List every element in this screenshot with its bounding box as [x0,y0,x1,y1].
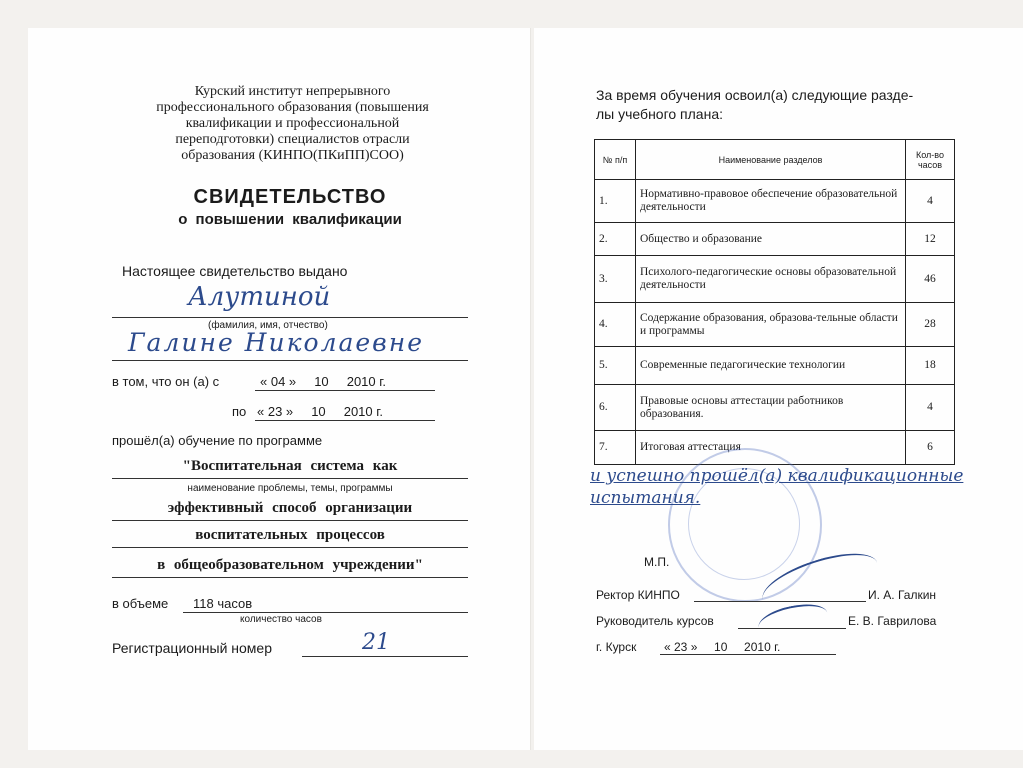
row-hours: 18 [906,347,955,385]
from-label: в том, что он (а) с [112,374,220,389]
volume-line [183,612,468,613]
name-line [112,360,468,361]
program-underline-4 [112,577,468,578]
program-underline-2 [112,520,468,521]
head-name: Е. В. Гаврилова [848,614,937,628]
program-underline-1 [112,478,468,479]
row-name: Нормативно-правовое обеспечение образовательной деятельности [636,180,906,223]
row-num: 6. [595,385,636,431]
table-row [595,385,955,431]
table-row [595,256,955,303]
row-hours: 4 [906,385,955,431]
header-name: Наименование разделов [636,140,906,180]
curriculum-table [594,139,955,465]
passed-text-2: испытания. [590,488,701,508]
volume-value: 118 часов [193,596,253,611]
mp-label: М.П. [644,555,670,569]
table-header-row [595,140,955,180]
table-row [595,180,955,223]
sign-date: « 23 » 10 2010 г. [664,640,781,654]
volume-label: в объеме [112,596,169,611]
row-name: Правовые основы аттестации работников образования. [636,385,906,431]
head-label: Руководитель курсов [596,614,714,628]
surname-line [112,317,468,318]
row-hours: 4 [906,180,955,223]
table-row [595,303,955,347]
program-label: прошёл(а) обучение по программе [112,433,323,448]
document-title: СВИДЕТЕЛЬСТВО [193,186,387,208]
from-date-line [255,390,435,391]
row-name: Общество и образование [636,223,906,256]
program-underline-3 [112,547,468,548]
document-subtitle: о повышении квалификации [178,211,402,228]
fio-caption: (фамилия, имя, отчество) [208,320,328,331]
city-label: г. Курск [596,640,637,654]
rector-label: Ректор КИНПО [596,588,680,602]
program-line-2: эффективный способ организации [167,500,413,516]
to-date: « 23 » 10 2010 г. [257,404,384,419]
row-num: 3. [595,256,636,303]
program-line-3: воспитательных процессов [195,527,385,543]
table-row [595,347,955,385]
right-intro: За время обучения освоил(а) следующие разде- лы учебного плана: [596,87,914,122]
row-num: 4. [595,303,636,347]
reg-label: Регистрационный номер [112,640,272,656]
rector-name: И. А. Галкин [868,588,937,602]
program-caption: наименование проблемы, темы, программы [187,483,393,494]
name-handwritten: Галине Николаевне [128,328,424,357]
reg-line [302,656,468,657]
reg-value: 21 [362,630,390,655]
passed-text-1: и успешно прошёл(а) квалификационные [590,466,964,486]
to-label: по [232,404,247,419]
to-date-line [255,420,435,421]
program-line-1: "Воспитательная система как [182,458,398,474]
row-num: 1. [595,180,636,223]
sign-date-line [660,654,836,655]
row-num: 5. [595,347,636,385]
table-row [595,223,955,256]
from-date: « 04 » 10 2010 г. [260,374,387,389]
row-num: 2. [595,223,636,256]
header-num: № п/п [595,140,636,180]
row-hours: 46 [906,256,955,303]
row-name: Итоговая аттестация [636,431,906,465]
row-hours: 28 [906,303,955,347]
header-hours: Кол-во часов [906,140,955,180]
program-line-4: в общеобразовательном учреждении" [157,557,423,573]
row-hours: 12 [906,223,955,256]
volume-caption: количество часов [240,614,322,625]
row-name: Психолого-педагогические основы образовательной деятельности [636,256,906,303]
row-name: Содержание образования, образова-тельные области и программы [636,303,906,347]
row-num: 7. [595,431,636,465]
surname-handwritten: Алутиной [188,282,331,312]
row-name: Современные педагогические технологии [636,347,906,385]
row-hours: 6 [906,431,955,465]
issued-to-label: Настоящее свидетельство выдано [122,263,348,279]
institute-name: Курский институт непрерывного профессионального образования (повышения квалификации и профессиональной переподготовки) специалистов отрасли образования (КИНПО(ПКиПП)СОО) [156,84,429,163]
